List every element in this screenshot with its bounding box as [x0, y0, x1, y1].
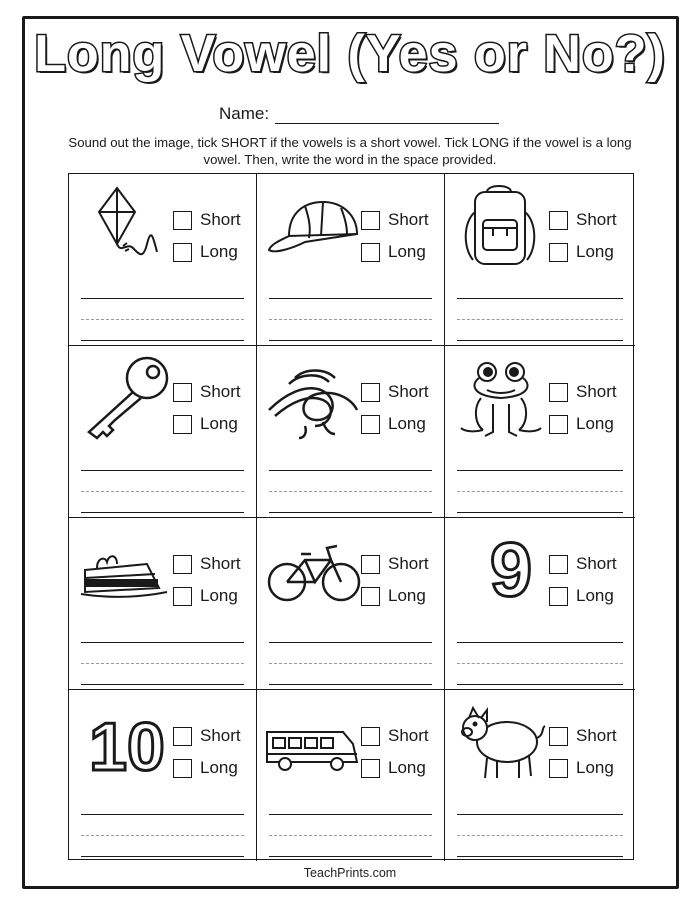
writing-lines[interactable]: [457, 794, 623, 857]
short-label: Short: [576, 726, 617, 745]
number-ten-text: 10: [89, 709, 165, 784]
long-checkbox[interactable]: [361, 587, 380, 606]
short-checkbox[interactable]: [173, 383, 192, 402]
short-label: Short: [576, 210, 617, 229]
short-label: Short: [388, 210, 429, 229]
long-checkbox[interactable]: [549, 587, 568, 606]
cake-icon: [77, 526, 173, 612]
exercise-cell: [69, 346, 257, 518]
short-label: Short: [200, 726, 241, 745]
long-checkbox[interactable]: [173, 243, 192, 262]
exercise-cell: [69, 518, 257, 690]
short-checkbox[interactable]: [361, 555, 380, 574]
name-label: Name:: [219, 104, 270, 123]
long-label: Long: [576, 414, 614, 433]
knot-icon: [265, 354, 361, 440]
short-label: Short: [576, 382, 617, 401]
exercise-cell: [445, 690, 635, 861]
short-label: Short: [388, 726, 429, 745]
bike-icon: [265, 526, 361, 612]
exercise-cell: [445, 346, 635, 518]
long-checkbox[interactable]: [361, 759, 380, 778]
long-checkbox[interactable]: [549, 243, 568, 262]
exercise-cell: [69, 690, 257, 861]
long-label: Long: [576, 586, 614, 605]
long-checkbox[interactable]: [173, 587, 192, 606]
long-checkbox[interactable]: [549, 415, 568, 434]
number-nine-icon: [453, 526, 549, 612]
short-checkbox[interactable]: [173, 727, 192, 746]
long-label: Long: [576, 242, 614, 261]
frog-icon: [453, 354, 549, 440]
long-label: Long: [200, 758, 238, 777]
short-checkbox[interactable]: [549, 211, 568, 230]
writing-lines[interactable]: [457, 278, 623, 341]
short-checkbox[interactable]: [361, 727, 380, 746]
writing-lines[interactable]: [81, 450, 244, 513]
pig-icon: [453, 698, 549, 784]
exercise-cell: [257, 346, 445, 518]
long-label: Long: [388, 242, 426, 261]
short-label: Short: [200, 382, 241, 401]
long-label: Long: [388, 414, 426, 433]
long-checkbox[interactable]: [361, 415, 380, 434]
writing-lines[interactable]: [269, 278, 432, 341]
writing-lines[interactable]: [269, 450, 432, 513]
number-nine-text: 9: [489, 528, 533, 612]
long-checkbox[interactable]: [549, 759, 568, 778]
short-checkbox[interactable]: [173, 555, 192, 574]
long-checkbox[interactable]: [361, 243, 380, 262]
exercise-grid: [68, 173, 634, 860]
exercise-cell: [69, 174, 257, 346]
long-label: Long: [200, 414, 238, 433]
cap-icon: [265, 182, 361, 268]
page-title: Long Vowel (Yes or No?): [34, 25, 666, 83]
long-label: Long: [200, 586, 238, 605]
short-checkbox[interactable]: [361, 211, 380, 230]
short-label: Short: [576, 554, 617, 573]
long-checkbox[interactable]: [173, 759, 192, 778]
exercise-cell: [257, 174, 445, 346]
long-label: Long: [388, 758, 426, 777]
long-label: Long: [200, 242, 238, 261]
exercise-cell: [257, 518, 445, 690]
exercise-cell: [257, 690, 445, 861]
number-ten-icon: [77, 698, 173, 784]
kite-icon: [77, 182, 173, 268]
writing-lines[interactable]: [81, 794, 244, 857]
short-label: Short: [200, 210, 241, 229]
name-field-row: [219, 98, 499, 124]
writing-lines[interactable]: [269, 794, 432, 857]
writing-lines[interactable]: [81, 622, 244, 685]
writing-lines[interactable]: [269, 622, 432, 685]
name-input-line[interactable]: [275, 106, 499, 124]
writing-lines[interactable]: [81, 278, 244, 341]
backpack-icon: [453, 182, 549, 268]
exercise-cell: [445, 518, 635, 690]
short-label: Short: [200, 554, 241, 573]
instructions: Sound out the image, tick SHORT if the vowels is a short vowel. Tick LONG if the vowel is a long vowel. Then, write the word in the space provided.: [68, 135, 632, 167]
exercise-cell: [445, 174, 635, 346]
footer-site: TeachPrints.com: [303, 866, 397, 880]
writing-lines[interactable]: [457, 450, 623, 513]
writing-lines[interactable]: [457, 622, 623, 685]
short-checkbox[interactable]: [549, 727, 568, 746]
short-checkbox[interactable]: [173, 211, 192, 230]
short-label: Short: [388, 554, 429, 573]
short-checkbox[interactable]: [361, 383, 380, 402]
short-checkbox[interactable]: [549, 555, 568, 574]
bus-icon: [265, 698, 361, 784]
long-checkbox[interactable]: [173, 415, 192, 434]
long-label: Long: [388, 586, 426, 605]
long-label: Long: [576, 758, 614, 777]
short-checkbox[interactable]: [549, 383, 568, 402]
key-icon: [77, 354, 173, 440]
short-label: Short: [388, 382, 429, 401]
